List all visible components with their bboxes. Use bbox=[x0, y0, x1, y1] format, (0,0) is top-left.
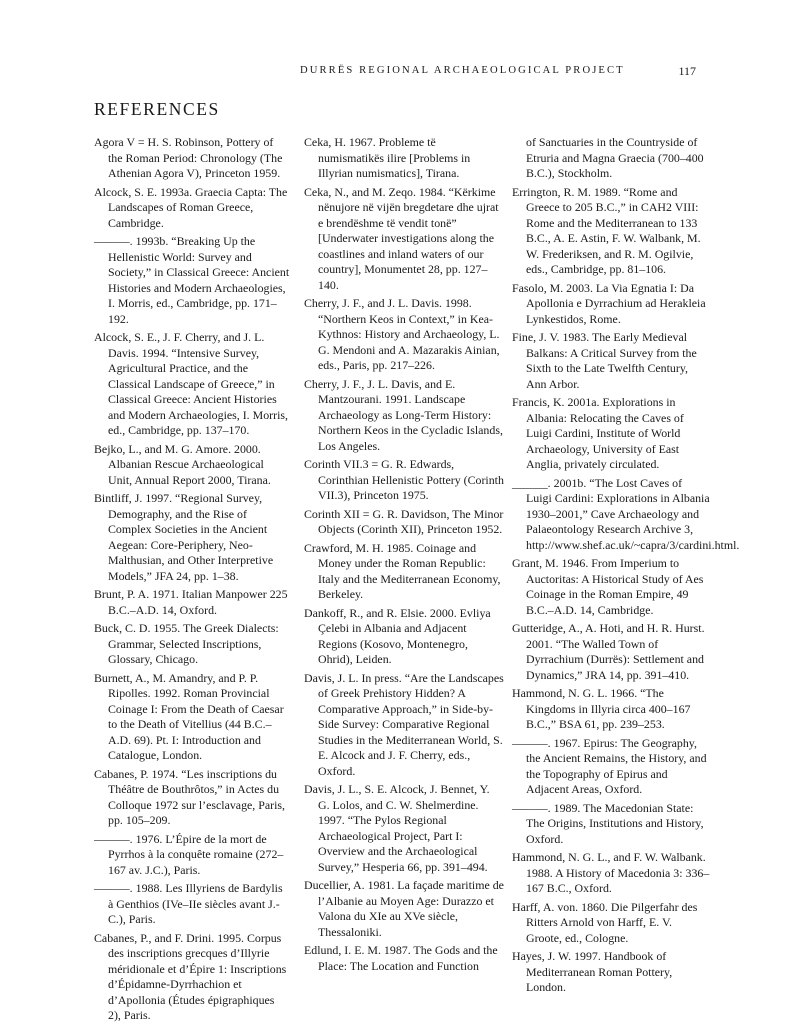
running-title: DURRËS REGIONAL ARCHAEOLOGICAL PROJECT bbox=[300, 65, 625, 76]
reference-entry: Hammond, N. G. L. 1966. “The Kingdoms in Illyria circa 400–167 B.C.,” BSA 61, pp. 239–253. bbox=[512, 686, 691, 731]
reference-entry: Corinth VII.3 = G. R. Edwards, Corinthian Hellenistic Pottery (Corinth VII.3), Princeton 1975. bbox=[304, 457, 504, 502]
section-title: REFERENCES bbox=[94, 99, 220, 119]
reference-entry: ———. 1988. Les Illyriens de Bardylis à Genthios (IVe–IIe siècles avant J.-C.), Paris. bbox=[94, 881, 283, 926]
reference-entry-continued: of Sanctuaries in the Countryside of Etruria and Magna Graecia (700–400 B.C.), Stockholm. bbox=[526, 135, 704, 180]
reference-entry: Hammond, N. G. L., and F. W. Walbank. 1988. A History of Macedonia 3: 336–167 B.C., Oxford. bbox=[512, 850, 710, 895]
reference-entry: Agora V = H. S. Robinson, Pottery of the Roman Period: Chronology (The Athenian Agora V), Princeton 1959. bbox=[94, 135, 283, 180]
reference-entry: Cabanes, P., and F. Drini. 1995. Corpus des inscriptions grecques d’Illyrie méridionale et d’Épire 1: Inscriptions d’Épidamne-Dyrrhachion et d’Apollonia (Études épigraphiques 2), Paris. bbox=[94, 930, 287, 1022]
reference-entry: Fasolo, M. 2003. La Via Egnatia I: Da Apollonia e Dyrrachium ad Herakleia Lynkestidos, Rome. bbox=[512, 280, 706, 326]
reference-entry: Harff, A. von. 1860. Die Pilgerfahr des Ritters Arnold von Harff, E. V. Groote, ed., Cologne. bbox=[512, 899, 698, 945]
running-head bbox=[0, 64, 792, 82]
reference-column-3 bbox=[512, 135, 740, 999]
reference-entry: ______. 2001b. “The Lost Caves of Luigi Cardini: Explorations in Albania 1930–2001,” Cave Archaeology and Palaeontology Research Archive 3, http://www.shef.ac.uk/~capra/3/cardini.html. bbox=[512, 475, 740, 552]
reference-entry: Brunt, P. A. 1971. Italian Manpower 225 B.C.–A.D. 14, Oxford. bbox=[94, 587, 288, 617]
reference-entry: Hayes, J. W. 1997. Handbook of Mediterranean Roman Pottery, London. bbox=[512, 949, 673, 994]
reference-entry: Ceka, H. 1967. Probleme të numismatikës ilire [Problems in Illyrian numismatics], Tirana. bbox=[304, 135, 471, 180]
reference-entry: ———. 1976. L’Épire de la mort de Pyrrhos à la conquête romaine (272–167 av. J.C.), Paris. bbox=[94, 831, 284, 877]
reference-entry: Burnett, A., M. Amandry, and P. P. Ripolles. 1992. Roman Provincial Coinage I: From the Death of Caesar to the Death of Vitellius (44 B.C.–A.D. 69). Pt. I: Introduction and Catalogue, London. bbox=[94, 670, 284, 762]
reference-entry: Errington, R. M. 1989. “Rome and Greece to 205 B.C.,” in CAH2 VIII: Rome and the Mediterranean to 133 B.C., A. E. Astin, F. W. Walbank, M. W. Frederiksen, and R. M. Ogilvie, eds., Cambridge, pp. 81–106. bbox=[512, 184, 701, 276]
reference-column-2 bbox=[304, 135, 504, 977]
reference-entry: ———. 1989. The Macedonian State: The Origins, Institutions and History, Oxford. bbox=[512, 800, 704, 846]
reference-entry: Davis, J. L. In press. “Are the Landscapes of Greek Prehistory Hidden? A Comparative Approach,” in Side-by-Side Survey: Comparative Regional Studies in the Mediterranean World, S. E. Alcock and J. F. Cherry, eds., Oxford. bbox=[304, 670, 504, 778]
reference-entry: ———. 1993b. “Breaking Up the Hellenistic World: Survey and Society,” in Classical Greece: Ancient Histories and Modern Archaeologies, I. Morris, ed., Cambridge, pp. 171–192. bbox=[94, 234, 290, 326]
reference-entry: Ducellier, A. 1981. La façade maritime de l’Albanie au Moyen Age: Durazzo et Valona du XIe au XVe siècle, Thessaloniki. bbox=[304, 878, 504, 939]
reference-column-1 bbox=[94, 135, 290, 1027]
page-number: 117 bbox=[678, 64, 696, 78]
reference-entry: Ceka, N., and M. Zeqo. 1984. “Kërkime nënujore në vijën bregdetare dhe ujrat e brendëshme të vendit tonë” [Underwater investigations along the coastlines and inland waters of our country], Monumentet 28, pp. 127–140. bbox=[304, 184, 499, 292]
reference-entry: Grant, M. 1946. From Imperium to Auctoritas: A Historical Study of Aes Coinage in the Roman Empire, 49 B.C.–A.D. 14, Cambridge. bbox=[512, 556, 704, 617]
reference-entry: Cherry, J. F., J. L. Davis, and E. Mantzourani. 1991. Landscape Archaeology as Long-Term History: Northern Keos in the Cycladic Islands, Los Angeles. bbox=[304, 376, 503, 453]
reference-entry: ———. 1967. Epirus: The Geography, the Ancient Remains, the History, and the Topography of Epirus and Adjacent Areas, Oxford. bbox=[512, 735, 707, 796]
reference-entry: Buck, C. D. 1955. The Greek Dialects: Grammar, Selected Inscriptions, Glossary, Chicago. bbox=[94, 621, 279, 666]
reference-entry: Alcock, S. E. 1993a. Graecia Capta: The Landscapes of Roman Greece, Cambridge. bbox=[94, 184, 288, 230]
reference-entry: Dankoff, R., and R. Elsie. 2000. Evliya Çelebi in Albania and Adjacent Regions (Kosovo, Montenegro, Ohrid), Leiden. bbox=[304, 605, 491, 666]
reference-entry: Corinth XII = G. R. Davidson, The Minor Objects (Corinth XII), Princeton 1952. bbox=[304, 506, 504, 536]
reference-entry: Cherry, J. F., and J. L. Davis. 1998. “Northern Keos in Context,” in Kea-Kythnos: History and Archaeology, L. G. Mendoni and A. Mazarakis Ainian, eds., Paris, pp. 217–226. bbox=[304, 296, 500, 372]
reference-entry: Cabanes, P. 1974. “Les inscriptions du Théâtre de Bouthrôtos,” in Actes du Colloque 1972 sur l’esclavage, Paris, pp. 105–209. bbox=[94, 766, 286, 827]
reference-entry: Alcock, S. E., J. F. Cherry, and J. L. Davis. 1994. “Intensive Survey, Agricultural Practice, and the Classical Landscape of Greece,” in Classical Greece: Ancient Histories and Modern Archaeologies, I. Morris, ed., Cambridge, pp. 137–170. bbox=[94, 330, 288, 437]
reference-entry: Crawford, M. H. 1985. Coinage and Money under the Roman Republic: Italy and the Mediterranean Economy, Berkeley. bbox=[304, 540, 501, 601]
reference-entry: Francis, K. 2001a. Explorations in Albania: Relocating the Caves of Luigi Cardini, Institute of World Archaeology, University of East Anglia, privately circulated. bbox=[512, 395, 684, 471]
reference-entry: Davis, J. L., S. E. Alcock, J. Bennet, Y. G. Lolos, and C. W. Shelmerdine. 1997. “The Pylos Regional Archaeological Project, Part I: Overview and the Archaeological Survey,” Hesperia 66, pp. 391–494. bbox=[304, 782, 490, 874]
reference-entry: Edlund, I. E. M. 1987. The Gods and the Place: The Location and Function bbox=[304, 943, 498, 973]
reference-entry: Fine, J. V. 1983. The Early Medieval Balkans: A Critical Survey from the Sixth to the Late Twelfth Century, Ann Arbor. bbox=[512, 330, 697, 391]
reference-entry: Bejko, L., and M. G. Amore. 2000. Albanian Rescue Archaeological Unit, Annual Report 2000, Tirana. bbox=[94, 441, 271, 487]
reference-entry: Bintliff, J. 1997. “Regional Survey, Demography, and the Rise of Complex Societies in the Ancient Aegean: Core-Periphery, Neo-Malthusian, and Other Interpretive Models,” JFA 24, pp. 1–38. bbox=[94, 491, 274, 583]
reference-entry: Gutteridge, A., A. Hoti, and H. R. Hurst. 2001. “The Walled Town of Dyrrachium (Durrës): Settlement and Dynamics,” JRA 14, pp. 391–410. bbox=[512, 621, 705, 682]
